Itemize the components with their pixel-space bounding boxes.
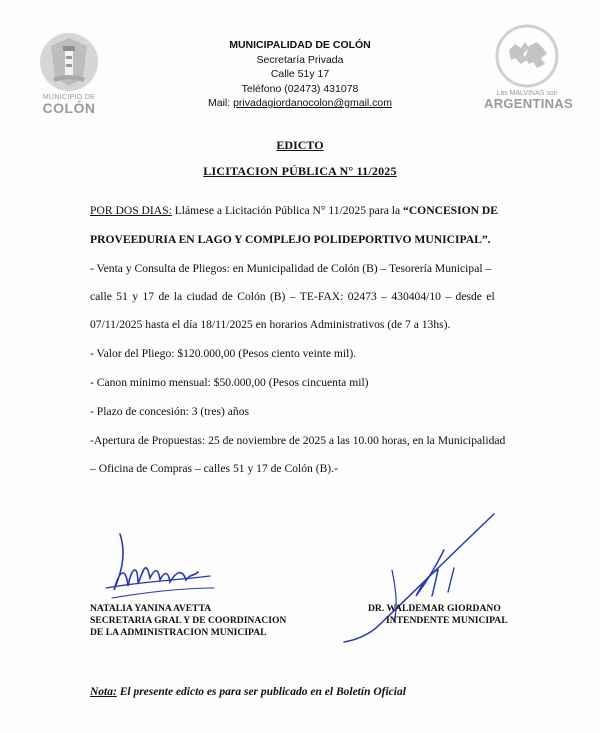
office-name: Secretaría Privada — [256, 53, 344, 66]
email-link[interactable]: privadagiordanocolon@gmail.com — [233, 97, 392, 109]
call-text: Llámese a Licitación Pública N° 11/2025 para la — [171, 204, 404, 217]
signatory-left-name: NATALIA YANINA AVETTA — [90, 603, 212, 614]
publication-note — [90, 686, 406, 698]
signatory-right-title: INTENDENTE MUNICIPAL — [386, 615, 508, 626]
document-subtitle: LICITACION PÚBLICA N° 11/2025 — [203, 164, 397, 178]
body-line-6: - Valor del Pliego: $120.000,00 (Pesos ciento veinte mil). — [90, 347, 357, 360]
email-label: Mail: — [207, 97, 234, 109]
municipio-colon-logo — [30, 32, 108, 116]
lighthouse-crest-icon — [39, 32, 99, 92]
document-title: EDICTO — [276, 138, 324, 152]
body-line-8: - Plazo de concesión: 3 (tres) años — [90, 405, 250, 418]
office-phone: Teléfono (02473) 431078 — [241, 82, 359, 95]
signatory-right-name: DR. WALDEMAR GIORDANO — [368, 603, 501, 614]
letterhead — [180, 38, 420, 111]
body-line-1 — [90, 204, 498, 217]
body-line-4: calle 51 y 17 de la ciudad de Colón (B) – TE-FAX: 02473 – 430404/10 – desde el — [90, 290, 495, 303]
body-line-7: - Canon mínimo mensual: $50.000,00 (Pesos cincuenta mil) — [90, 376, 369, 389]
signature-left-block — [90, 603, 286, 639]
concession-name-start: “CONCESION DE — [403, 204, 499, 217]
signatory-left-title-1: SECRETARIA GRAL Y DE COORDINACION — [90, 615, 287, 626]
body-line-9: -Apertura de Propuestas: 25 de noviembre de 2025 a las 10.00 horas, en la Municipalidad — [90, 434, 506, 447]
malvinas-logo — [484, 24, 573, 114]
office-address: Calle 51y 17 — [270, 68, 330, 80]
signatory-left-title-2: DE LA ADMINISTRACION MUNICIPAL — [90, 627, 267, 638]
logo-right-name: ARGENTINAS — [484, 96, 573, 111]
publication-period: POR DOS DIAS: — [90, 204, 172, 217]
org-name: MUNICIPALIDAD DE COLÓN — [229, 39, 371, 51]
logo-left-caption: MUNICIPIO DE — [42, 94, 96, 101]
note-label: Nota: — [90, 686, 117, 698]
signature-right-block — [368, 603, 508, 627]
body-line-10: – Oficina de Compras – calles 51 y 17 de Colón (B).- — [90, 462, 338, 475]
logo-right-caption: Las MALVINAS son — [496, 90, 558, 97]
body-line-3: - Venta y Consulta de Pliegos: en Municipalidad de Colón (B) – Tesorería Municipal – — [90, 262, 492, 275]
office-email-line — [180, 96, 420, 111]
body-line-5: 07/11/2025 hasta el día 18/11/2025 en horarios Administrativos (de 7 a 13hs). — [90, 318, 451, 331]
concession-name-end: PROVEEDURIA EN LAGO Y COMPLEJO POLIDEPORTIVO MUNICIPAL”. — [90, 233, 491, 246]
signature-left-scribble — [98, 528, 218, 606]
logo-left-name: COLÓN — [42, 100, 96, 116]
note-text: El presente edicto es para ser publicado en el Boletín Oficial — [116, 686, 406, 698]
malvinas-islands-icon — [495, 24, 559, 88]
